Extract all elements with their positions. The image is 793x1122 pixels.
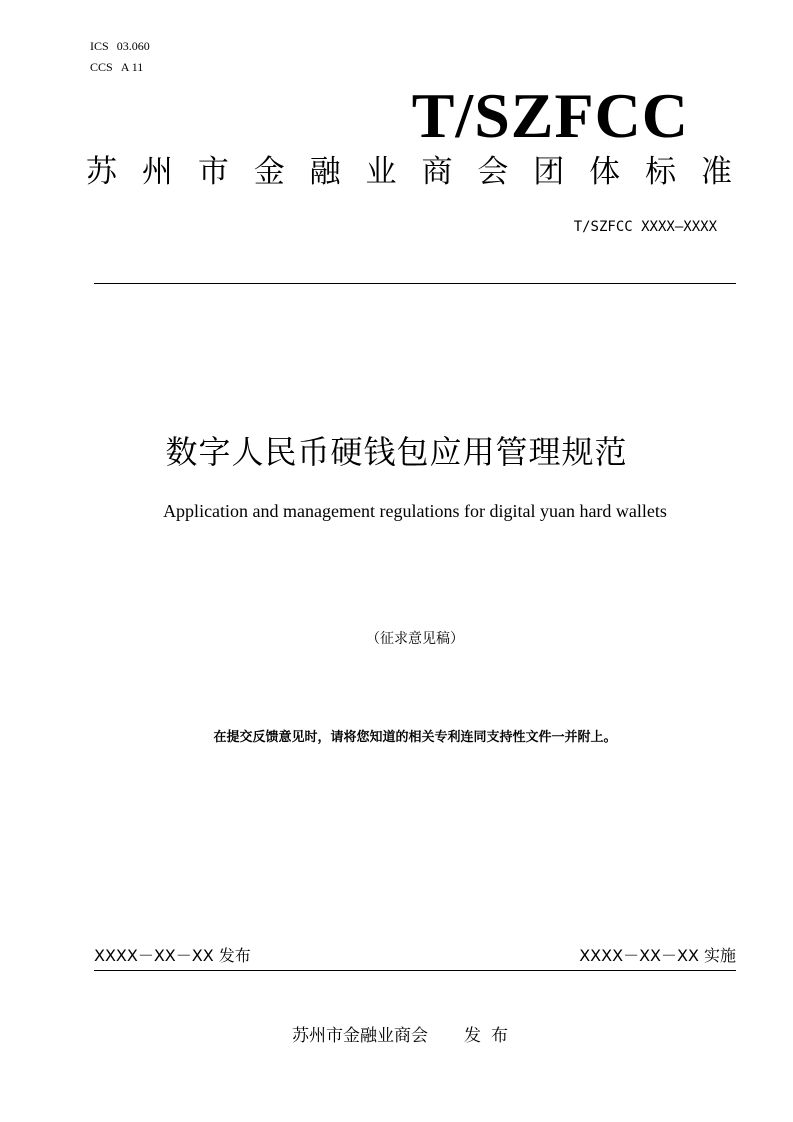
org-char: 准 bbox=[700, 154, 732, 190]
org-char: 体 bbox=[589, 154, 621, 190]
org-char: 金 bbox=[253, 154, 285, 190]
org-char: 州 bbox=[141, 154, 173, 190]
ccs-label: CCS bbox=[90, 60, 113, 74]
implementation-date: XXXX－XX－XX 实施 bbox=[579, 946, 736, 965]
org-char: 商 bbox=[421, 154, 453, 190]
org-char: 市 bbox=[197, 154, 229, 190]
publisher-name: 苏州市金融业商会 bbox=[292, 1026, 428, 1046]
standard-number: T/SZFCC XXXX—XXXX bbox=[573, 219, 717, 235]
patent-notice: 在提交反馈意见时，请将您知道的相关专利连同支持性文件一并附上。 bbox=[213, 730, 617, 745]
issue-date: XXXX－XX－XX 发布 bbox=[94, 946, 251, 965]
ics-classification bbox=[90, 39, 150, 53]
standard-code-heading: T/SZFCC bbox=[411, 80, 689, 151]
draft-status: （征求意见稿） bbox=[366, 631, 464, 647]
ics-label: ICS bbox=[90, 39, 109, 53]
top-divider bbox=[94, 283, 736, 284]
document-title-english: Application and management regulations for digital yuan hard wallets bbox=[163, 501, 667, 521]
publisher-action: 发布 bbox=[464, 1026, 518, 1046]
org-char: 会 bbox=[477, 154, 509, 190]
org-char: 融 bbox=[309, 154, 341, 190]
org-char: 团 bbox=[533, 154, 565, 190]
publisher-line bbox=[0, 1024, 793, 1048]
organization-standard-title bbox=[86, 150, 732, 194]
org-char: 标 bbox=[645, 154, 677, 190]
document-title-chinese: 数字人民币硬钱包应用管理规范 bbox=[165, 433, 628, 471]
bottom-divider bbox=[94, 970, 736, 971]
ccs-classification bbox=[90, 60, 143, 74]
org-char: 业 bbox=[365, 154, 397, 190]
org-char: 苏 bbox=[86, 154, 117, 190]
ics-code: 03.060 bbox=[116, 39, 150, 53]
ccs-code: A 11 bbox=[120, 60, 144, 74]
